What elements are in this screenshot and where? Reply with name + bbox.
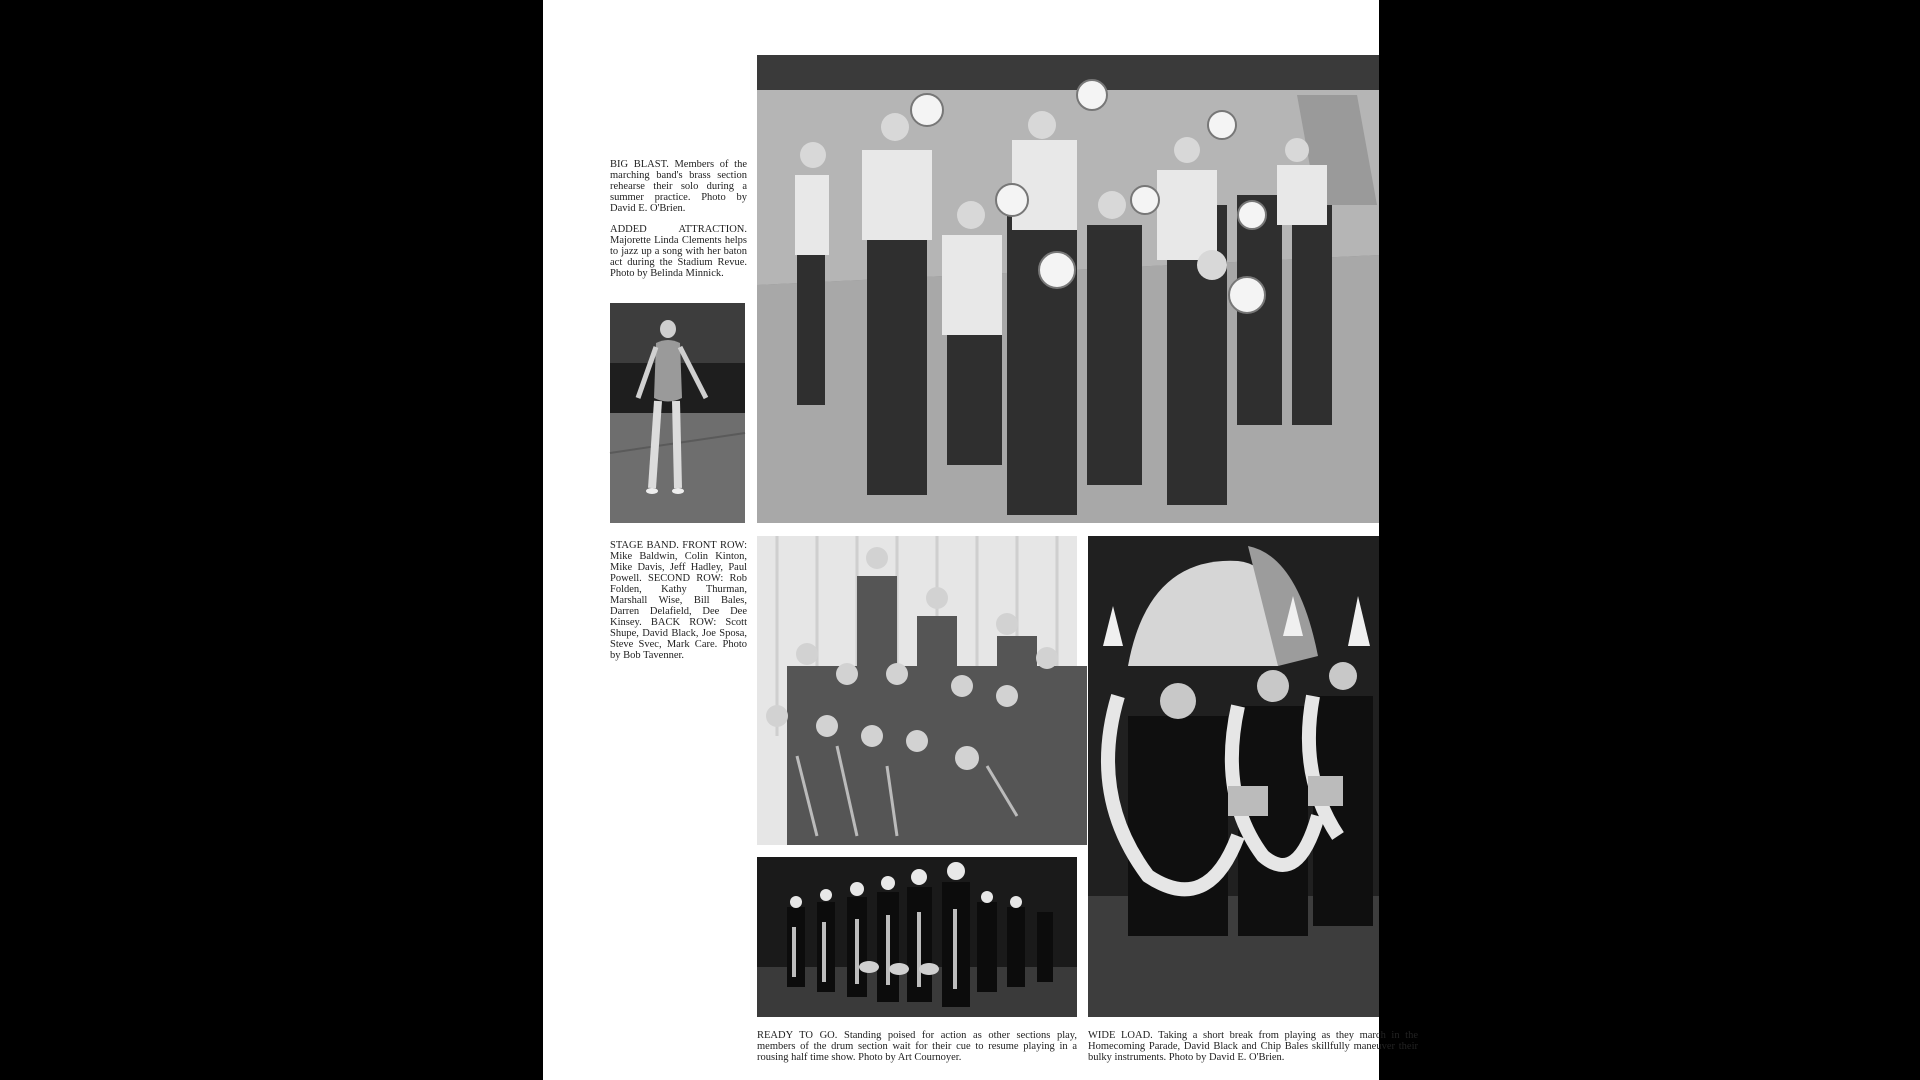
caption-stage-band: STAGE BAND. FRONT ROW: Mike Baldwin, Colin Kinton, Mike Davis, Jeff Hadley, Paul Powell. SECOND ROW: Rob Folden, Kathy Thurman, Marshall Wise, Bill Bales, Darren Delafield, Dee Dee Kinsey. BACK ROW: Scott Shupe, David Black, Joe Sposa, Steve Svec, Mark Care. Photo by Bob Tavenner. [610,540,747,661]
drum-section-photo [757,857,1077,1017]
majorette-photo [610,303,745,523]
yearbook-page [543,0,1418,1080]
sousaphone-photo [1088,536,1379,1017]
caption-wide-load: WIDE LOAD. Taking a short break from playing as they march in the Homecoming Parade, David Black and Chip Bales skillfully maneuver their bulky instruments. Photo by David E. O'Brien. [1088,1030,1418,1063]
caption-added-attraction: ADDED ATTRACTION. Majorette Linda Clements helps to jazz up a song with her baton act during the Stadium Revue. Photo by Belinda Minnick. [610,224,747,279]
caption-big-blast: BIG BLAST. Members of the marching band's brass section rehearse their solo during a summer practice. Photo by David E. O'Brien. [610,159,747,214]
stage-band-photo [757,536,1077,845]
brass-section-photo [757,55,1379,523]
wide-load-caption-clip [1088,1030,1418,1070]
caption-ready-to-go: READY TO GO. Standing poised for action as other sections play, members of the drum section wait for their cue to resume playing in a rousing half time show. Photo by Art Cournoyer. [757,1030,1077,1063]
